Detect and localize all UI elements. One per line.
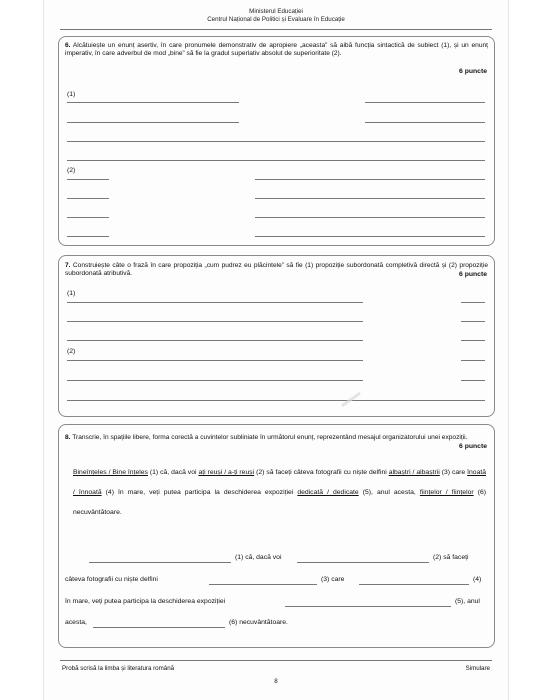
answer-line[interactable] — [365, 102, 485, 103]
answer-line[interactable] — [461, 360, 485, 361]
footer-simulation-label: Simulare — [465, 665, 490, 672]
answer-line[interactable] — [67, 360, 363, 361]
fill-text: acesta, — [65, 619, 87, 626]
answer-line[interactable] — [461, 302, 485, 303]
answer-line[interactable] — [461, 340, 485, 341]
header-divider — [60, 29, 492, 30]
answer-line[interactable] — [67, 380, 363, 381]
page-number: 8 — [274, 678, 278, 685]
answer-line[interactable] — [67, 198, 109, 199]
fill-text: (5), anul — [455, 598, 480, 605]
answer-line[interactable] — [67, 102, 239, 103]
answer-line[interactable] — [255, 198, 485, 199]
question-6-prompt: Alcătuiește un enunț asertiv, în care pronumele demonstrativ de apropiere „aceasta” să aibă funcția sintactică de subiect (1), și un enunț imperativ, în care adverbul de mod „bine” să fie la gradul superlativ absolut de superioritate (2). — [65, 42, 488, 58]
answer-line[interactable] — [255, 217, 485, 218]
question-6-points: 6 puncte — [459, 68, 487, 75]
answer-line[interactable] — [255, 236, 485, 237]
question-8-number: 8. — [65, 434, 71, 441]
question-8-prompt: Transcrie, în spațiile libere, forma corectă a cuvintelor subliniate în următorul enunț, reprezentând mesajul organizatorului unei expoziții. — [72, 434, 468, 441]
answer-line[interactable] — [67, 217, 109, 218]
sentence-part: (6) necuvântătoare. — [73, 489, 486, 516]
source-sentence — [73, 463, 486, 523]
answer-line[interactable] — [255, 179, 485, 180]
blank-5[interactable] — [285, 606, 451, 607]
question-7-points: 6 puncte — [459, 271, 487, 278]
blank-2[interactable] — [297, 562, 429, 563]
answer-line[interactable] — [67, 302, 363, 303]
footer-divider — [60, 660, 492, 661]
exam-page — [44, 0, 508, 700]
fill-text: (4) — [473, 576, 482, 583]
fill-text: (2) să faceți — [433, 554, 469, 561]
underlined-word-5: dedicată / dedicate — [297, 489, 359, 496]
question-7-text — [65, 262, 488, 279]
footer-exam-title: Probă scrisă la limba și literatura română — [62, 665, 175, 672]
blank-6[interactable] — [93, 627, 225, 628]
answer-line[interactable] — [67, 321, 363, 322]
blank-1[interactable] — [89, 562, 231, 563]
fill-text: câteva fotografii cu niște delfini — [65, 576, 158, 583]
fill-text: (1) că, dacă voi — [235, 554, 282, 561]
center-name: Centrul Național de Politici și Evaluare în Educație — [207, 16, 345, 23]
fill-text: (3) care — [321, 576, 345, 583]
ministry-name: Ministerul Educației — [249, 8, 303, 15]
answer-label-1: (1) — [67, 91, 76, 98]
underlined-word-1: Bineînțeles / Bine înțeles — [73, 469, 148, 476]
question-8-text — [65, 434, 488, 442]
question-7-box — [58, 255, 495, 417]
underlined-word-2: ați reuși / a-ți reuși — [198, 469, 255, 476]
underlined-word-3: albaștri / albaștrii — [388, 469, 440, 476]
answer-label-1: (1) — [67, 290, 76, 297]
underlined-word-6: ființelor / ființelor — [419, 489, 474, 496]
blank-4[interactable] — [359, 584, 469, 585]
answer-label-2: (2) — [67, 348, 76, 355]
question-7-number: 7. — [65, 262, 71, 269]
question-6-text — [65, 42, 488, 59]
answer-line[interactable] — [67, 141, 485, 142]
sentence-part: (5), anul acesta, — [362, 489, 416, 496]
fill-text: (6) necuvântătoare. — [229, 619, 288, 626]
answer-line[interactable] — [365, 122, 485, 123]
question-7-prompt: Construiește câte o frază în care propoziția „cum pudrez eu plăcintele” să fie (1) propoziție subordonată completivă directă și (2) propoziție subordonată atributivă. — [65, 262, 488, 278]
answer-label-2: (2) — [67, 167, 76, 174]
question-6-number: 6. — [65, 42, 71, 49]
answer-line[interactable] — [461, 321, 485, 322]
answer-line[interactable] — [67, 160, 485, 161]
answer-line[interactable] — [67, 236, 109, 237]
answer-line[interactable] — [67, 400, 485, 401]
fill-text: în mare, veți putea participa la deschiderea expoziției — [65, 598, 226, 605]
sentence-part: (3) care — [441, 469, 466, 476]
sentence-part: (2) să faceți câteva fotografii cu niște delfini — [256, 469, 387, 476]
question-8-box — [58, 424, 495, 648]
answer-line[interactable] — [67, 179, 109, 180]
page-header — [44, 8, 508, 24]
sentence-part: (1) că, dacă voi — [149, 469, 197, 476]
sentence-part: (4) în mare, veți putea participa la deschiderea expoziției — [105, 489, 294, 496]
answer-line[interactable] — [67, 340, 363, 341]
underlined-word-4: înoată / înnoată — [73, 469, 487, 496]
question-8-points: 6 puncte — [459, 443, 487, 450]
question-6-box — [58, 36, 495, 246]
answer-line[interactable] — [461, 380, 485, 381]
answer-line[interactable] — [67, 122, 239, 123]
blank-3[interactable] — [209, 584, 317, 585]
